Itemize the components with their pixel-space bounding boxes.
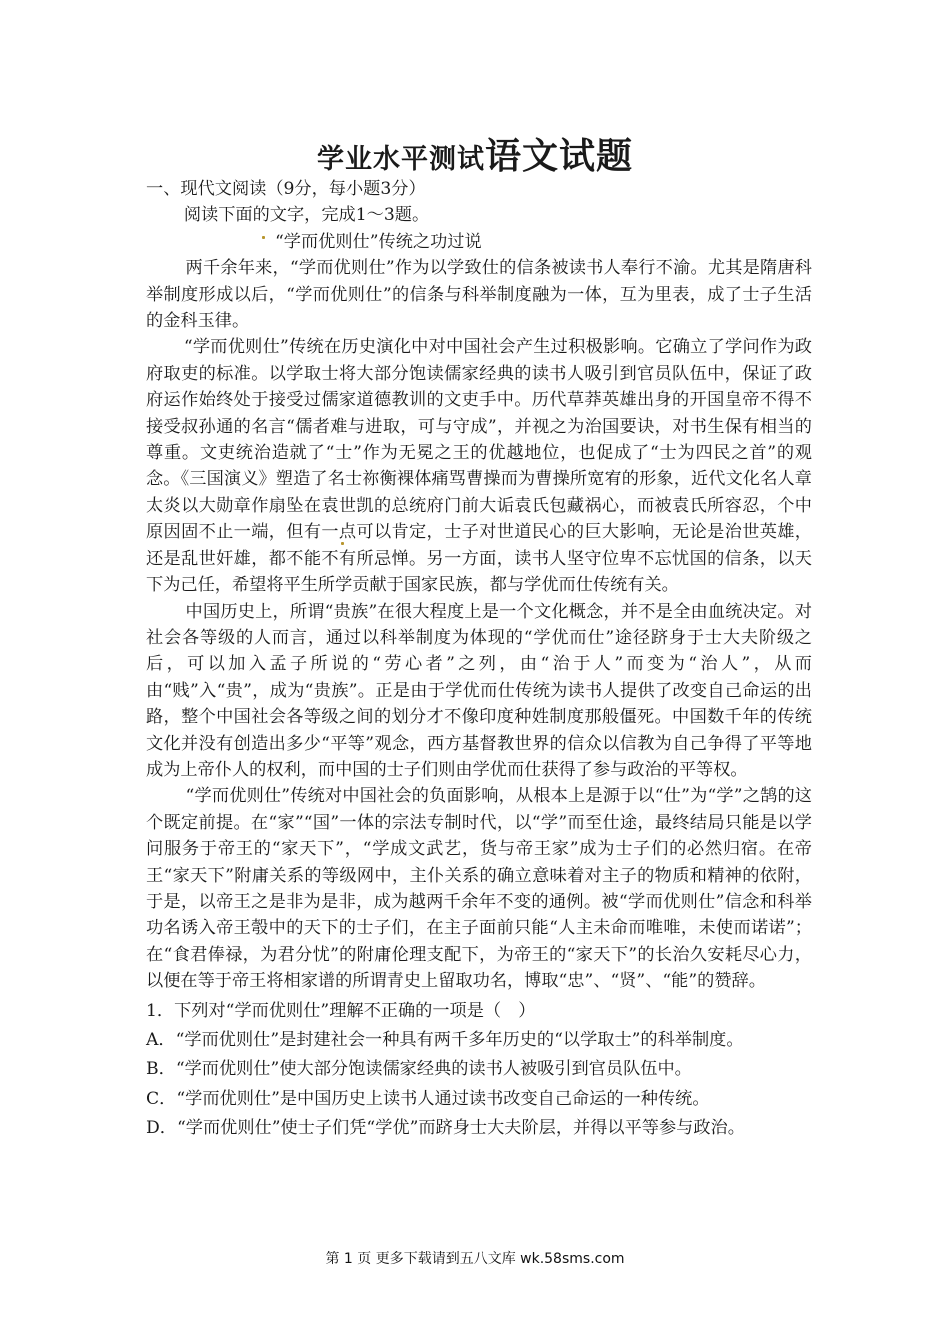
title-main: 语文试题 bbox=[484, 135, 633, 177]
question-stem: 1．下列对“学而优则仕”理解不正确的一项是（ ） bbox=[146, 1000, 536, 1021]
ink-speck bbox=[262, 236, 265, 239]
ink-speck bbox=[341, 542, 344, 545]
page-footer: 第 1 页 更多下载请到五八文库 wk.58sms.com bbox=[325, 1251, 625, 1267]
article-title: “学而优则仕”传统之功过说 bbox=[275, 231, 482, 252]
document-title bbox=[0, 128, 950, 179]
paragraph-3: 中国历史上，所谓“贵族”在很大程度上是一个文化概念，并不是全由血统决定。对社会各等级的人而言，通过以科举制度为体现的“学优而仕”途径跻身于士大夫阶级之后，可以加入孟子所说的“劳心者”之列，由“治于人”而变为“治人”，从而由“贱”入“贵”，成为“贵族”。正是由于学优而仕传统为读书人提供了改变自己命运的出路，整个中国社会各等级之间的划分才不像印度种姓制度那般僵死。中国数千年的传统文化并没有创造出多少“平等”观念，西方基督教世界的信众以信教为自己争得了平等地成为上帝仆人的权利，而中国的士子们则由学优而仕获得了参与政治的平等权。 bbox=[146, 601, 812, 780]
body-text bbox=[146, 176, 812, 1142]
option-a: A．“学而优则仕”是封建社会一种具有两千多年历史的“以学取士”的科举制度。 bbox=[146, 1030, 744, 1050]
option-d: D．“学而优则仕”使士子们凭“学优”而跻身士大夫阶层，并得以平等参与政治。 bbox=[146, 1118, 745, 1139]
paragraph-1: 两千余年来，“学而优则仕”作为以学致仕的信条被读书人奉行不渝。尤其是隋唐科举制度形成以后，“学而优则仕”的信条与科举制度融为一体，互为里表，成了士子生活的金科玉律。 bbox=[146, 258, 812, 332]
option-b: B．“学而优则仕”使大部分饱读儒家经典的读书人被吸引到官员队伍中。 bbox=[146, 1059, 692, 1080]
paragraph-2: “学而优则仕”传统在历史演化中对中国社会产生过积极影响。它确立了学问作为政府取吏的标准。以学取士将大部分饱读儒家经典的读书人吸引到官员队伍中，保证了政府运作始终处于接受过儒家道德教训的文吏手中。历代草莽英雄出身的开国皇帝不得不接受叔孙通的名言“儒者难与进取，可与守成”，并视之为治国要诀，对书生保有相当的尊重。文吏统治造就了“士”作为无冕之王的优越地位，也促成了“士为四民之首”的观念。《三国演义》塑造了名士祢衡裸体痛骂曹操而为曹操所宽宥的形象，近代文化名人章太炎以大勋章作扇坠在袁世凯的总统府门前大诟袁氏包藏祸心，而被袁氏所容忍，个中原因固不止一端，但有一点可以肯定，士子对世道民心的巨大影响，无论是治世英雄，还是乱世奸雄，都不能不有所忌惮。另一方面，读书人坚守位卑不忘忧国的信条，以天下为己任，希望将平生所学贡献于国家民族，都与学优而仕传统有关。 bbox=[146, 337, 812, 596]
section-heading: 一、现代文阅读（9分，每小题3分） bbox=[146, 179, 426, 199]
reading-instruction: 阅读下面的文字，完成1～3题。 bbox=[183, 205, 430, 226]
paragraph-4: “学而优则仕”传统对中国社会的负面影响，从根本上是源于以“仕”为“学”之鹄的这个既定前提。在“家”“国”一体的宗法专制时代，以“学”而至仕途，最终结局只能是以学问服务于帝王的“家天下”，“学成文武艺，货与帝王家”成为士子们的必然归宿。在帝王“家天下”附庸关系的等级网中，主仆关系的确立意味着对主子的物质和精神的依附，于是，以帝王之是非为是非，成为越两千余年不变的通例。被“学而优则仕”信念和科举功名诱入帝王彀中的天下的士子们，在主子面前只能“人主未命而唯唯，未使而诺诺”；在“食君俸禄，为君分忧”的附庸伦理支配下，为帝王的“家天下”的长治久安耗尽心力，以便在等于帝王将相家谱的所谓青史上留取功名，博取“忠”、“贤”、“能”的赞辞。 bbox=[146, 786, 812, 992]
title-prefix: 学业水平测试 bbox=[316, 144, 485, 175]
option-c: C．“学而优则仕”是中国历史上读书人通过读书改变自己命运的一种传统。 bbox=[146, 1088, 710, 1109]
